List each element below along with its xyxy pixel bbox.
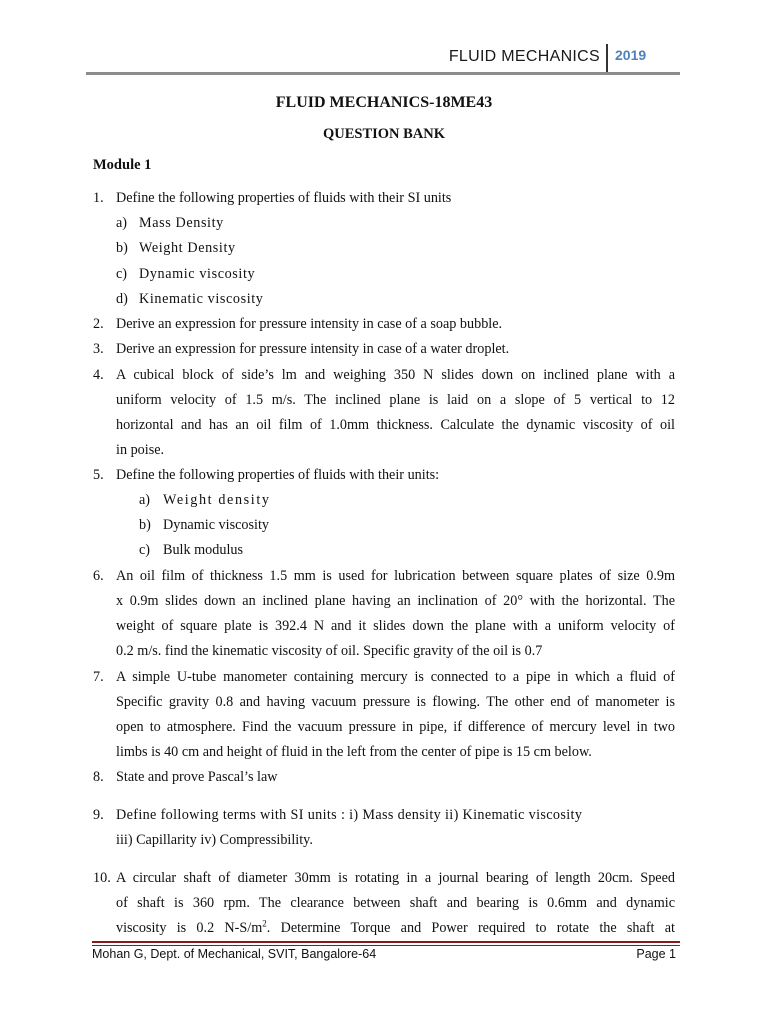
question-number: 5. bbox=[93, 467, 104, 483]
question-line: A cubical block of side’s lm and weighing 350 N slides down on inclined plane with a bbox=[116, 367, 675, 383]
question-line: open to atmosphere. Find the vacuum pressure in pipe, if difference of mercury level in two bbox=[116, 719, 675, 735]
question-line: x 0.9m slides down an inclined plane having an inclination of 20° with the horizontal. The bbox=[116, 593, 675, 609]
footer-page-number: Page 1 bbox=[636, 947, 676, 961]
item-label: a) bbox=[116, 215, 128, 231]
running-header-title: FLUID MECHANICS bbox=[448, 48, 600, 65]
question-line: Specific gravity 0.8 and having vacuum pressure is flowing. The other end of manometer is bbox=[116, 694, 675, 710]
document-subtitle: QUESTION BANK bbox=[322, 126, 446, 142]
question-text: State and prove Pascal’s law bbox=[116, 769, 278, 785]
item-text: Weight Density bbox=[139, 240, 236, 256]
module-heading: Module 1 bbox=[93, 157, 152, 173]
item-text: Kinematic viscosity bbox=[139, 291, 264, 307]
question-number: 8. bbox=[93, 769, 104, 785]
question-line: A simple U-tube manometer containing mercury is connected to a pipe in which a fluid of bbox=[116, 669, 675, 685]
document-title: FLUID MECHANICS-18ME43 bbox=[275, 94, 493, 111]
item-text: Bulk modulus bbox=[163, 542, 244, 558]
question-text: Define the following properties of fluids with their SI units bbox=[116, 190, 452, 206]
item-label: a) bbox=[139, 492, 151, 508]
question-line: uniform velocity of 1.5 m/s. The inclined plane is laid on a slope of 5 vertical to 12 bbox=[116, 392, 675, 408]
item-label: b) bbox=[116, 240, 128, 256]
question-number: 4. bbox=[93, 367, 104, 383]
item-text: Weight density bbox=[163, 492, 271, 508]
footer-author: Mohan G, Dept. of Mechanical, SVIT, Bangalore-64 bbox=[92, 947, 377, 961]
item-label: d) bbox=[116, 291, 128, 307]
question-text: Define the following properties of fluids with their units: bbox=[116, 467, 440, 483]
question-number: 3. bbox=[93, 341, 104, 357]
question-line: 0.2 m/s. find the kinematic viscosity of oil. Specific gravity of the oil is 0.7 bbox=[116, 643, 543, 659]
question-line: weight of square plate is 392.4 N and it slides down the plane with a uniform velocity of bbox=[116, 618, 675, 634]
question-line: in poise. bbox=[116, 442, 165, 458]
question-number: 2. bbox=[93, 316, 104, 332]
header-rule bbox=[86, 72, 680, 75]
question-line: limbs is 40 cm and height of fluid in the left from the center of pipe is 15 cm below. bbox=[116, 744, 592, 760]
question-line-part: viscosity is 0.2 N-S/m bbox=[116, 920, 263, 936]
superscript: 2 bbox=[262, 918, 267, 929]
item-label: c) bbox=[139, 542, 151, 558]
question-text: Derive an expression for pressure intensity in case of a soap bubble. bbox=[116, 316, 503, 332]
item-text: Dynamic viscosity bbox=[139, 266, 256, 282]
question-line: Define following terms with SI units : i) Mass density ii) Kinematic viscosity bbox=[116, 807, 583, 823]
question-line: A circular shaft of diameter 30mm is rotating in a journal bearing of length 20cm. Speed bbox=[116, 870, 675, 886]
item-label: c) bbox=[116, 266, 128, 282]
header-separator bbox=[606, 44, 608, 72]
question-number: 6. bbox=[93, 568, 104, 584]
item-text: Mass Density bbox=[139, 215, 224, 231]
question-line: horizontal and has an oil film of 1.0mm thickness. Calculate the dynamic viscosity of oil bbox=[116, 417, 675, 433]
question-number: 1. bbox=[93, 190, 104, 206]
question-line: iii) Capillarity iv) Compressibility. bbox=[116, 832, 313, 848]
question-text: Derive an expression for pressure intensity in case of a water droplet. bbox=[116, 341, 510, 357]
question-line: of shaft is 360 rpm. The clearance between shaft and bearing is 0.6mm and dynamic bbox=[116, 895, 675, 911]
question-number: 9. bbox=[93, 807, 104, 823]
question-line bbox=[116, 919, 675, 937]
header-year: 2019 bbox=[615, 47, 647, 63]
question-line-part: . Determine Torque and Power required to rotate the shaft at bbox=[266, 920, 675, 936]
item-label: b) bbox=[139, 517, 151, 533]
question-line: An oil film of thickness 1.5 mm is used for lubrication between square plates of size 0.9m bbox=[116, 568, 675, 584]
question-number: 10. bbox=[93, 870, 111, 886]
item-text: Dynamic viscosity bbox=[163, 517, 269, 533]
footer-rule-thin bbox=[92, 945, 680, 946]
question-number: 7. bbox=[93, 669, 104, 685]
footer-rule bbox=[92, 941, 680, 943]
